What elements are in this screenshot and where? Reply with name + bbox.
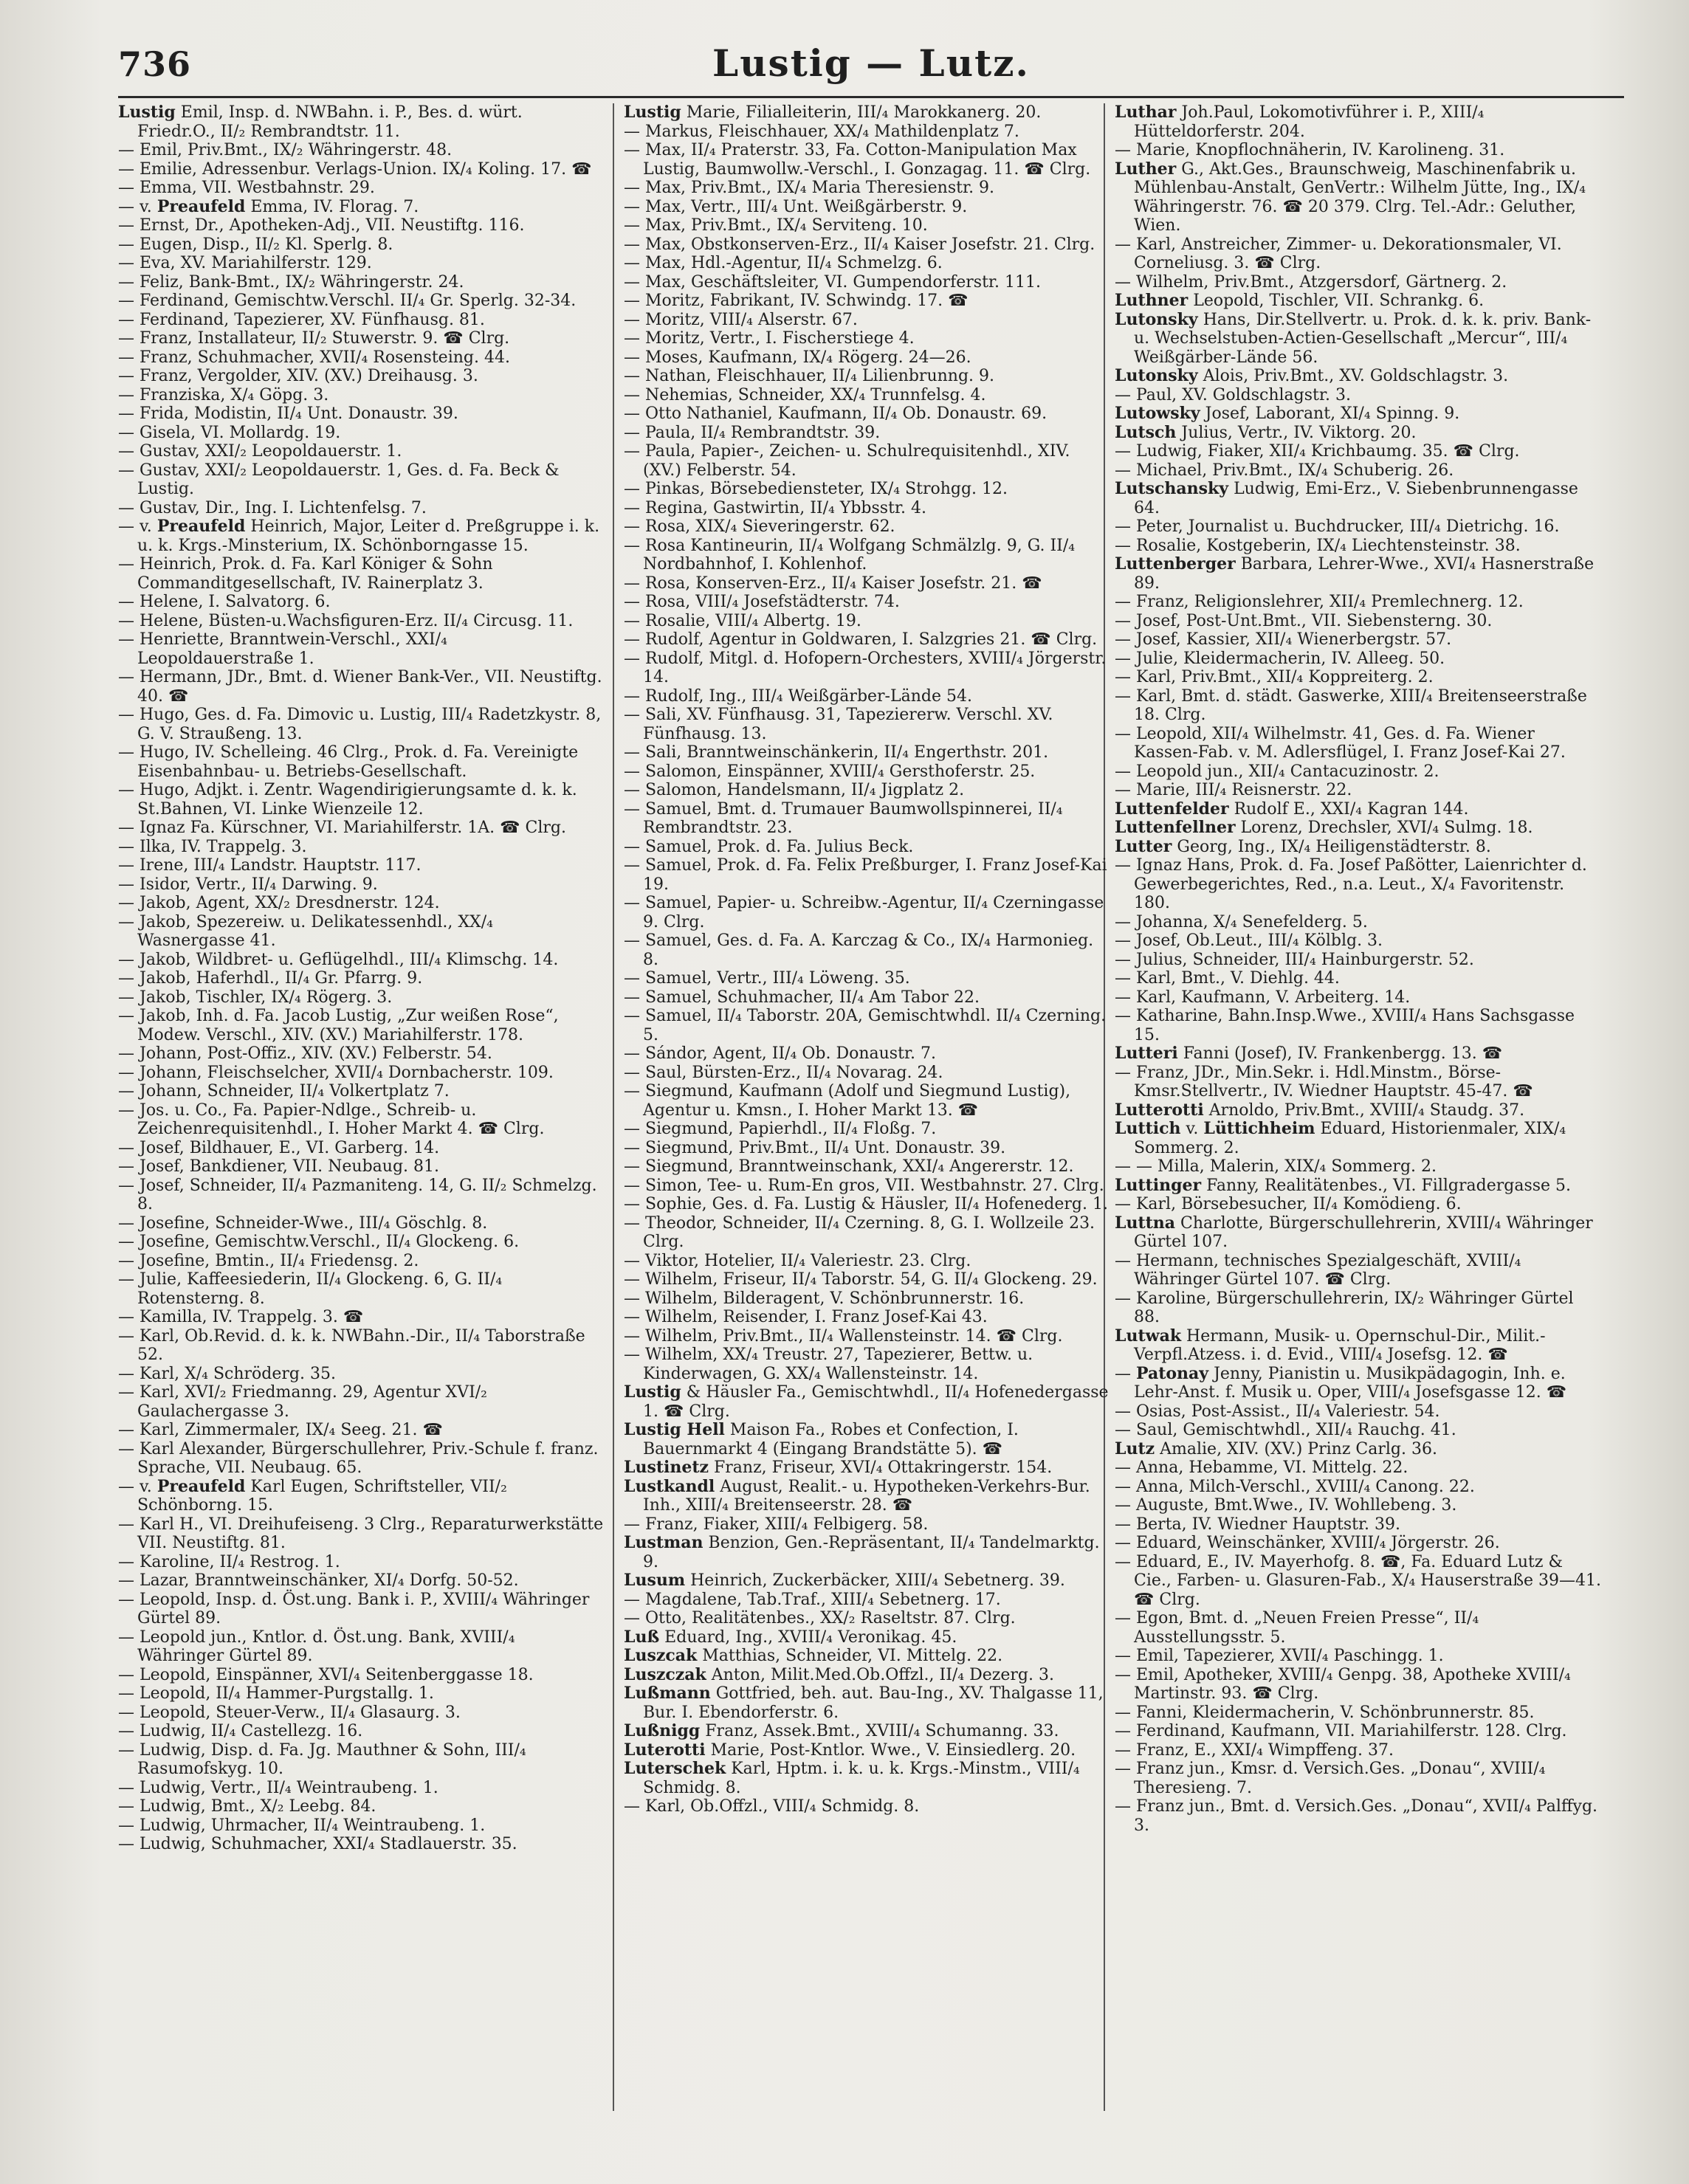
directory-entry: — Feliz, Bank-Bmt., IX/₂ Währingerstr. 24. bbox=[118, 272, 464, 292]
directory-entry: — Emilie, Adressenbur. Verlags-Union. IX/₄ Koling. 17. ☎ bbox=[118, 159, 592, 179]
directory-entry: — Helene, I. Salvatorg. 6. bbox=[118, 593, 331, 611]
directory-entry: Lutwak Hermann, Musik- u. Opernschul-Dir., Milit.-Verpfl.Atzess. i. d. Evid., VIII/₄ Josefsg. 12. ☎ bbox=[1115, 1326, 1546, 1364]
directory-entry: — Wilhelm, Priv.Bmt., Atzgersdorf, Gärtnerg. 2. bbox=[1115, 272, 1507, 292]
directory-entry: Lutonsky Alois, Priv.Bmt., XV. Goldschlagstr. 3. bbox=[1115, 366, 1509, 385]
directory-entry: — Wilhelm, XX/₄ Treustr. 27, Tapezierer, Bettw. u. Kinderwagen, G. XX/₄ Wallensteinstr. 14. bbox=[624, 1346, 1033, 1383]
directory-entry: — Siegmund, Branntweinschank, XXI/₄ Angererstr. 12. bbox=[624, 1157, 1074, 1176]
directory-entry: — Simon, Tee- u. Rum-En gros, VII. Westbahnstr. 27. Clrg. bbox=[624, 1176, 1104, 1195]
directory-entry: — Ludwig, Vertr., II/₄ Weintraubeng. 1. bbox=[118, 1778, 438, 1797]
directory-entry: — Magdalene, Tab.Traf., XIII/₄ Sebetnerg. 17. bbox=[624, 1590, 1001, 1609]
directory-entry: — Emma, VII. Westbahnstr. 29. bbox=[118, 179, 375, 197]
directory-entry: — Josefine, Gemischtw.Verschl., II/₄ Glockeng. 6. bbox=[118, 1233, 520, 1251]
directory-entry: Lutowsky Josef, Laborant, XI/₄ Spinng. 9. bbox=[1115, 404, 1460, 423]
directory-entry: — Josef, Ob.Leut., III/₄ Kölblg. 3. bbox=[1115, 931, 1383, 950]
directory-entry: Luterschek Karl, Hptm. i. k. u. k. Krgs.-Minstm., VIII/₄ Schmidg. 8. bbox=[624, 1759, 1080, 1797]
directory-entry: — Gustav, XXI/₂ Leopoldauerstr. 1, Ges. d. Fa. Beck & Lustig. bbox=[118, 461, 560, 498]
directory-column-2 bbox=[624, 103, 1111, 1816]
directory-entry: — Wilhelm, Friseur, II/₄ Taborstr. 54, G. II/₄ Glockeng. 29. bbox=[624, 1270, 1098, 1289]
directory-entry: Luttenfellner Lorenz, Drechsler, XVI/₄ Sulmg. 18. bbox=[1115, 818, 1533, 837]
directory-entry: — Helene, Büsten-u.Wachsfiguren-Erz. II/₄ Circusg. 11. bbox=[118, 611, 574, 630]
directory-entry: — Katharine, Bahn.Insp.Wwe., XVIII/₄ Hans Sachsgasse 15. bbox=[1115, 1007, 1575, 1044]
directory-entry: — Karoline, Bürgerschullehrerin, IX/₂ Währinger Gürtel 88. bbox=[1115, 1289, 1574, 1326]
directory-entry: — Karl, Zimmermaler, IX/₄ Seeg. 21. ☎ bbox=[118, 1421, 443, 1439]
directory-entry: — Jos. u. Co., Fa. Papier-Ndlge., Schreib- u. Zeichenrequisitenhdl., I. Hoher Markt 4. ☎ Clrg. bbox=[118, 1100, 545, 1138]
directory-entry: — Leopold jun., Kntlor. d. Öst.ung. Bank, XVIII/₄ Währinger Gürtel 89. bbox=[118, 1627, 515, 1665]
directory-entry: Luterotti Marie, Post-Kntlor. Wwe., V. Einsiedlerg. 20. bbox=[624, 1740, 1076, 1760]
directory-entry: — v. Preaufeld Karl Eugen, Schriftsteller, VII/₂ Schönborng. 15. bbox=[118, 1476, 507, 1515]
directory-entry: — Nathan, Fleischhauer, II/₄ Lilienbrunng. 9. bbox=[624, 367, 995, 385]
directory-entry: Luthner Leopold, Tischler, VII. Schrankg. 6. bbox=[1115, 291, 1485, 310]
directory-entry: — Samuel, Papier- u. Schreibw.-Agentur, II/₄ Czerningasse 9. Clrg. bbox=[624, 894, 1104, 931]
directory-entry: Luttich v. Lüttichheim Eduard, Historienmaler, XIX/₄ Sommerg. 2. bbox=[1115, 1119, 1566, 1157]
directory-entry: — Ernst, Dr., Apotheken-Adj., VII. Neustiftg. 116. bbox=[118, 216, 525, 235]
directory-entry: Lustig & Häusler Fa., Gemischtwhdl., II/₄ Hofenedergasse 1. ☎ Clrg. bbox=[624, 1382, 1109, 1421]
directory-entry: — Max, Priv.Bmt., IX/₄ Maria Theresienstr. 9. bbox=[624, 179, 995, 197]
directory-entry: — Irene, III/₄ Landstr. Hauptstr. 117. bbox=[118, 856, 422, 875]
directory-entry: — v. Preaufeld Heinrich, Major, Leiter d. Preßgruppe i. k. u. k. Krgs.-Minsterium, IX. Schönborngasse 15. bbox=[118, 517, 600, 555]
directory-entry: — Sali, Branntweinschänkerin, II/₄ Engerthstr. 201. bbox=[624, 743, 1049, 762]
directory-entry: — Ignaz Hans, Prok. d. Fa. Josef Paßötter, Laienrichter d. Gewerbegerichtes, Red., n.a. Leut., X/₄ Favoritenstr. 180. bbox=[1115, 856, 1587, 912]
directory-entry: — Franziska, X/₄ Göpg. 3. bbox=[118, 385, 329, 404]
directory-entry: Lutterotti Arnoldo, Priv.Bmt., XVIII/₄ Staudg. 37. bbox=[1115, 1100, 1525, 1120]
directory-entry: — Regina, Gastwirtin, II/₄ Ybbsstr. 4. bbox=[624, 498, 926, 517]
directory-entry: — Ludwig, Uhrmacher, II/₄ Weintraubeng. 1. bbox=[118, 1816, 486, 1835]
directory-entry: — Jakob, Spezereiw. u. Delikatessenhdl., XX/₄ Wasnergasse 41. bbox=[118, 912, 493, 950]
directory-entry: — Berta, IV. Wiedner Hauptstr. 39. bbox=[1115, 1515, 1401, 1534]
directory-entry: — Franz, Religionslehrer, XII/₄ Premlechnerg. 12. bbox=[1115, 593, 1524, 611]
directory-entry: — Otto, Realitätenbes., XX/₂ Raseltstr. 87. Clrg. bbox=[624, 1609, 1016, 1627]
directory-entry: — Samuel, Schuhmacher, II/₄ Am Tabor 22. bbox=[624, 988, 980, 1007]
directory-entry: — Sophie, Ges. d. Fa. Lustig & Häusler, II/₄ Hofenederg. 1. bbox=[624, 1195, 1108, 1213]
directory-entry: Lutschansky Ludwig, Emi-Erz., V. Siebenbrunnengasse 64. bbox=[1115, 479, 1578, 517]
directory-entry: — Fanni, Kleidermacherin, V. Schönbrunnerstr. 85. bbox=[1115, 1703, 1535, 1722]
directory-entry: Lußmann Gottfried, beh. aut. Bau-Ing., XV. Thalgasse 11, Bur. I. Ebendorferstr. 6. bbox=[624, 1684, 1104, 1722]
directory-entry: — Egon, Bmt. d. „Neuen Freien Presse“, II/₄ Ausstellungsstr. 5. bbox=[1115, 1609, 1479, 1647]
directory-entry: — Paul, XV. Goldschlagstr. 3. bbox=[1115, 385, 1351, 404]
directory-entry: — Marie, III/₄ Reisnerstr. 22. bbox=[1115, 781, 1352, 799]
directory-entry: — Rudolf, Ing., III/₄ Weißgärber-Lände 54. bbox=[624, 686, 972, 706]
directory-entry: — Julie, Kleidermacherin, IV. Alleeg. 50. bbox=[1115, 649, 1445, 668]
directory-entry: — Peter, Journalist u. Buchdrucker, III/₄ Dietrichg. 16. bbox=[1115, 517, 1560, 536]
header-rule bbox=[118, 96, 1624, 98]
directory-entry: — Karoline, II/₄ Restrog. 1. bbox=[118, 1552, 340, 1571]
directory-entry: — Jakob, Tischler, IX/₄ Rögerg. 3. bbox=[118, 988, 393, 1007]
directory-entry: — Leopold, Insp. d. Öst.ung. Bank i. P., XVIII/₄ Währinger Gürtel 89. bbox=[118, 1590, 590, 1627]
directory-entry: — Paula, II/₄ Rembrandtstr. 39. bbox=[624, 423, 881, 442]
directory-entry: — Ludwig, Bmt., X/₂ Leebg. 84. bbox=[118, 1797, 376, 1816]
directory-entry: — Karl, Ob.Offzl., VIII/₄ Schmidg. 8. bbox=[624, 1797, 920, 1816]
directory-entry: — Leopold jun., XII/₄ Cantacuzinostr. 2. bbox=[1115, 762, 1439, 781]
directory-entry: — Johanna, X/₄ Senefelderg. 5. bbox=[1115, 912, 1368, 931]
directory-entry: Lußnigg Franz, Assek.Bmt., XVIII/₄ Schumanng. 33. bbox=[624, 1721, 1059, 1740]
directory-entry: Lutsch Julius, Vertr., IV. Viktorg. 20. bbox=[1115, 422, 1417, 442]
directory-entry: — Moritz, Fabrikant, IV. Schwindg. 17. ☎ bbox=[624, 292, 969, 310]
directory-entry: Luttenfelder Rudolf E., XXI/₄ Kagran 144. bbox=[1115, 799, 1469, 819]
directory-entry: — Frida, Modistin, II/₄ Unt. Donaustr. 39. bbox=[118, 404, 458, 423]
directory-entry: — Rudolf, Mitgl. d. Hofopern-Orchesters, XVIII/₄ Jörgerstr. 14. bbox=[624, 649, 1107, 686]
directory-entry: — Eduard, E., IV. Mayerhofg. 8. ☎, Fa. Eduard Lutz & Cie., Farben- u. Glasuren-Fab., X/₄ Hauserstraße 39—41. ☎ Clrg. bbox=[1115, 1552, 1602, 1609]
directory-entry: — Eva, XV. Mariahilferstr. 129. bbox=[118, 254, 372, 272]
directory-entry: — Ferdinand, Gemischtw.Verschl. II/₄ Gr. Sperlg. 32-34. bbox=[118, 292, 577, 310]
directory-entry: Lustig Marie, Filialleiterin, III/₄ Marokkanerg. 20. bbox=[624, 103, 1042, 122]
directory-entry: — Rosa, Konserven-Erz., II/₄ Kaiser Josefstr. 21. ☎ bbox=[624, 573, 1042, 593]
directory-entry: — Emil, Tapezierer, XVII/₄ Paschingg. 1. bbox=[1115, 1647, 1444, 1665]
directory-entry: — Patonay Jenny, Pianistin u. Musikpädagogin, Inh. e. Lehr-Anst. f. Musik u. Oper, VIII/₄ Josefsgasse 12. ☎ bbox=[1115, 1363, 1567, 1402]
directory-entry: — Siegmund, Papierhdl., II/₄ Floßg. 7. bbox=[624, 1120, 937, 1138]
directory-entry: — Kamilla, IV. Trappelg. 3. ☎ bbox=[118, 1308, 364, 1326]
directory-entry: — Jakob, Agent, XX/₂ Dresdnerstr. 124. bbox=[118, 894, 440, 912]
directory-entry: Lutonsky Hans, Dir.Stellvertr. u. Prok. d. k. k. priv. Bank- u. Wechselstuben-Actien-Gesellschaft „Mercur“, III/₄ Weißgärber-Lände 56. bbox=[1115, 309, 1592, 367]
directory-entry: — Gustav, XXI/₂ Leopoldauerstr. 1. bbox=[118, 442, 402, 461]
directory-entry: — Auguste, Bmt.Wwe., IV. Wohllebeng. 3. bbox=[1115, 1496, 1457, 1515]
directory-entry: — Gisela, VI. Mollardg. 19. bbox=[118, 423, 341, 442]
directory-entry: — Ludwig, II/₄ Castellezg. 16. bbox=[118, 1722, 363, 1740]
directory-entry: — Rosalie, VIII/₄ Albertg. 19. bbox=[624, 611, 861, 630]
directory-entry: — Karl, Börsebesucher, II/₄ Komödieng. 6. bbox=[1115, 1195, 1462, 1213]
directory-entry: — Wilhelm, Priv.Bmt., II/₄ Wallensteinstr. 14. ☎ Clrg. bbox=[624, 1326, 1063, 1346]
directory-entry: Luttenberger Barbara, Lehrer-Wwe., XVI/₄ Hasnerstraße 89. bbox=[1115, 554, 1595, 593]
directory-entry: — Gustav, Dir., Ing. I. Lichtenfelsg. 7. bbox=[118, 498, 427, 517]
directory-entry: — Julius, Schneider, III/₄ Hainburgerstr. 52. bbox=[1115, 950, 1474, 969]
directory-entry: — Karl, Bmt., V. Diehlg. 44. bbox=[1115, 969, 1340, 988]
directory-entry: — Rosa Kantineurin, II/₄ Wolfgang Schmälzlg. 9, G. II/₄ Nordbahnhof, I. Kohlenhof. bbox=[624, 536, 1076, 573]
directory-entry: — Saul, Gemischtwhdl., XII/₄ Rauchg. 41. bbox=[1115, 1421, 1456, 1439]
directory-column-3 bbox=[1115, 103, 1602, 1835]
directory-entry: — Franz, Vergolder, XIV. (XV.) Dreihausg. 3. bbox=[118, 367, 478, 385]
directory-entry: — Ludwig, Disp. d. Fa. Jg. Mauthner & Sohn, III/₄ Rasumofskyg. 10. bbox=[118, 1740, 526, 1778]
directory-entry: — Nehemias, Schneider, XX/₄ Trunnfelsg. 4. bbox=[624, 385, 986, 404]
directory-entry: Lusum Heinrich, Zuckerbäcker, XIII/₄ Sebetnerg. 39. bbox=[624, 1571, 1065, 1590]
directory-entry: — Marie, Knopflochnäherin, IV. Karolineng. 31. bbox=[1115, 141, 1505, 159]
directory-column-1 bbox=[118, 103, 605, 1854]
directory-entry: — Moritz, VIII/₄ Alserstr. 67. bbox=[624, 310, 858, 329]
directory-entry: — Sali, XV. Fünfhausg. 31, Tapeziererw. Verschl. XV. Fünfhausg. 13. bbox=[624, 706, 1053, 743]
directory-entry: — Karl, Bmt. d. städt. Gaswerke, XIII/₄ Breitenseerstraße 18. Clrg. bbox=[1115, 686, 1587, 724]
directory-entry: — Ferdinand, Tapezierer, XV. Fünfhausg. 81. bbox=[118, 310, 485, 329]
directory-entry: — Josefine, Schneider-Wwe., III/₄ Göschlg. 8. bbox=[118, 1213, 488, 1233]
directory-entry: — Karl, Ob.Revid. d. k. k. NWBahn.-Dir., II/₄ Taborstraße 52. bbox=[118, 1326, 585, 1364]
page-number: 736 bbox=[118, 44, 192, 84]
directory-entry: — Emil, Apotheker, XVIII/₄ Genpg. 38, Apotheke XVIII/₄ Martinstr. 93. ☎ Clrg. bbox=[1115, 1665, 1571, 1703]
directory-entry: — Rosalie, Kostgeberin, IX/₄ Liechtensteinstr. 38. bbox=[1115, 536, 1521, 555]
directory-entry: — Karl H., VI. Dreihufeiseng. 3 Clrg., Reparaturwerkstätte VII. Neustiftg. 81. bbox=[118, 1515, 604, 1552]
directory-entry: — Viktor, Hotelier, II/₄ Valeriestr. 23. Clrg. bbox=[624, 1251, 971, 1270]
directory-entry: — Josef, Bildhauer, E., VI. Garberg. 14. bbox=[118, 1138, 440, 1157]
directory-entry: — Ignaz Fa. Kürschner, VI. Mariahilferstr. 1A. ☎ Clrg. bbox=[118, 819, 566, 837]
directory-entry: — Ferdinand, Kaufmann, VII. Mariahilferstr. 128. Clrg. bbox=[1115, 1722, 1567, 1740]
directory-entry: — Josef, Bankdiener, VII. Neubaug. 81. bbox=[118, 1157, 440, 1176]
directory-entry: — Jakob, Wildbret- u. Geflügelhdl., III/₄ Klimschg. 14. bbox=[118, 950, 559, 969]
directory-entry: Luß Eduard, Ing., XVIII/₄ Veronikag. 45. bbox=[624, 1627, 957, 1647]
directory-entry: — Sándor, Agent, II/₄ Ob. Donaustr. 7. bbox=[624, 1044, 937, 1063]
directory-entry: — Franz jun., Kmsr. d. Versich.Ges. „Donau“, XVIII/₄ Theresieng. 7. bbox=[1115, 1760, 1546, 1797]
directory-entry: — Rudolf, Agentur in Goldwaren, I. Salzgries 21. ☎ Clrg. bbox=[624, 630, 1098, 649]
directory-entry: — Samuel, Vertr., III/₄ Löweng. 35. bbox=[624, 969, 910, 988]
directory-entry: Lustinetz Franz, Friseur, XVI/₄ Ottakringerstr. 154. bbox=[624, 1458, 1053, 1477]
directory-entry: — Siegmund, Priv.Bmt., II/₄ Unt. Donaustr. 39. bbox=[624, 1138, 1006, 1157]
directory-entry: — Karl, Anstreicher, Zimmer- u. Dekorationsmaler, VI. Corneliusg. 3. ☎ Clrg. bbox=[1115, 235, 1562, 272]
directory-entry: — Karl Alexander, Bürgerschullehrer, Priv.-Schule f. franz. Sprache, VII. Neubaug. 65. bbox=[118, 1439, 599, 1477]
directory-entry: — Johann, Fleischselcher, XVII/₄ Dornbacherstr. 109. bbox=[118, 1063, 554, 1082]
directory-entry: — Max, Vertr., III/₄ Unt. Weißgärberstr. 9. bbox=[624, 197, 968, 216]
directory-entry: Luszcak Matthias, Schneider, VI. Mittelg. 22. bbox=[624, 1646, 1003, 1665]
directory-entry: — Anna, Milch-Verschl., XVIII/₄ Canong. 22. bbox=[1115, 1477, 1475, 1496]
directory-entry: — Michael, Priv.Bmt., IX/₄ Schuberig. 26. bbox=[1115, 461, 1454, 480]
directory-entry: — Karl, Priv.Bmt., XII/₄ Koppreiterg. 2. bbox=[1115, 668, 1434, 686]
directory-entry: — Wilhelm, Reisender, I. Franz Josef-Kai 43. bbox=[624, 1308, 988, 1326]
directory-entry: — Eduard, Weinschänker, XVIII/₄ Jörgerstr. 26. bbox=[1115, 1534, 1500, 1552]
directory-entry: — Paula, Papier-, Zeichen- u. Schulrequisitenhdl., XIV. (XV.) Felberstr. 54. bbox=[624, 442, 1070, 480]
running-title: Lustig — Lutz. bbox=[712, 41, 1030, 85]
directory-entry: — Franz, Schuhmacher, XVII/₄ Rosensteing. 44. bbox=[118, 348, 510, 367]
directory-entry: — Samuel, Prok. d. Fa. Felix Preßburger, I. Franz Josef-Kai 19. bbox=[624, 856, 1107, 894]
directory-entry: — Moses, Kaufmann, IX/₄ Rögerg. 24—26. bbox=[624, 348, 971, 367]
directory-entry: — Ilka, IV. Trappelg. 3. bbox=[118, 837, 307, 856]
directory-entry: — Hermann, JDr., Bmt. d. Wiener Bank-Ver., VII. Neustiftg. 40. ☎ bbox=[118, 668, 602, 706]
directory-entry: Lutter Georg, Ing., IX/₄ Heiligenstädterstr. 8. bbox=[1115, 836, 1491, 856]
directory-entry: — Leopold, Steuer-Verw., II/₄ Glasaurg. 3. bbox=[118, 1703, 461, 1722]
directory-entry: — Henriette, Branntwein-Verschl., XXI/₄ Leopoldauerstraße 1. bbox=[118, 630, 447, 668]
directory-entry: — Johann, Schneider, II/₄ Volkertplatz 7. bbox=[118, 1082, 450, 1100]
directory-entry: — Max, Priv.Bmt., IX/₄ Serviteng. 10. bbox=[624, 216, 928, 235]
directory-entry: — Lazar, Branntweinschänker, XI/₄ Dorfg. 50-52. bbox=[118, 1571, 519, 1590]
directory-entry: — Hermann, technisches Spezialgeschäft, XVIII/₄ Währinger Gürtel 107. ☎ Clrg. bbox=[1115, 1251, 1521, 1289]
directory-entry: Lustig Hell Maison Fa., Robes et Confection, I. Bauernmarkt 4 (Eingang Brandstätte 5). ☎ bbox=[624, 1420, 1019, 1458]
directory-entry: — Hugo, Ges. d. Fa. Dimovic u. Lustig, III/₄ Radetzkystr. 8, G. V. Straußeng. 13. bbox=[118, 706, 602, 743]
directory-entry: — Otto Nathaniel, Kaufmann, II/₄ Ob. Donaustr. 69. bbox=[624, 404, 1048, 423]
directory-entry: — Isidor, Vertr., II/₄ Darwing. 9. bbox=[118, 875, 378, 894]
directory-entry: — Josef, Post-Unt.Bmt., VII. Siebensterng. 30. bbox=[1115, 611, 1493, 630]
directory-entry: — Anna, Hebamme, VI. Mittelg. 22. bbox=[1115, 1458, 1408, 1477]
directory-entry: — Eugen, Disp., II/₂ Kl. Sperlg. 8. bbox=[118, 235, 393, 254]
directory-entry: — Samuel, Bmt. d. Trumauer Baumwollspinnerei, II/₄ Rembrandtstr. 23. bbox=[624, 799, 1063, 837]
directory-entry: — Franz, JDr., Min.Sekr. i. Hdl.Minstm., Börse-Kmsr.Stellvertr., IV. Wiedner Hauptstr. 45-47. ☎ bbox=[1115, 1063, 1533, 1100]
directory-entry: — Josef, Schneider, II/₄ Pazmaniteng. 14, G. II/₂ Schmelzg. 8. bbox=[118, 1176, 597, 1213]
directory-entry: — Moritz, Vertr., I. Fischerstiege 4. bbox=[624, 329, 915, 348]
directory-entry: — Heinrich, Prok. d. Fa. Karl Königer & Sohn Commanditgesellschaft, IV. Rainerplatz 3. bbox=[118, 555, 493, 593]
directory-entry: — Markus, Fleischhauer, XX/₄ Mathildenplatz 7. bbox=[624, 122, 1019, 141]
directory-entry: — Theodor, Schneider, II/₄ Czerning. 8, G. I. Wollzeile 23. Clrg. bbox=[624, 1213, 1095, 1251]
directory-entry: — Franz, Installateur, II/₂ Stuwerstr. 9. ☎ Clrg. bbox=[118, 329, 510, 348]
directory-entry: — Jakob, Inh. d. Fa. Jacob Lustig, „Zur weißen Rose“, Modew. Verschl., XIV. (XV.) Mariahilferstr. 178. bbox=[118, 1007, 559, 1044]
directory-entry: Luttna Charlotte, Bürgerschullehrerin, XVIII/₄ Währinger Gürtel 107. bbox=[1115, 1213, 1593, 1251]
directory-entry: — Max, Hdl.-Agentur, II/₄ Schmelzg. 6. bbox=[624, 254, 943, 272]
directory-entry: — Ludwig, Schuhmacher, XXI/₄ Stadlauerstr. 35. bbox=[118, 1835, 517, 1853]
directory-entry: — v. Preaufeld Emma, IV. Florag. 7. bbox=[118, 196, 419, 216]
directory-entry: — Josefine, Bmtin., II/₄ Friedensg. 2. bbox=[118, 1251, 419, 1270]
directory-entry: — Emil, Priv.Bmt., IX/₂ Währingerstr. 48. bbox=[118, 141, 453, 159]
directory-entry: — Leopold, II/₄ Hammer-Purgstallg. 1. bbox=[118, 1684, 434, 1703]
directory-entry: — Hugo, IV. Schelleing. 46 Clrg., Prok. d. Fa. Vereinigte Eisenbahnbau- u. Betriebs-Gesellschaft. bbox=[118, 743, 579, 781]
directory-entry: — Hugo, Adjkt. i. Zentr. Wagendirigierungsamte d. k. k. St.Bahnen, VI. Linke Wienzeile 12. bbox=[118, 781, 577, 819]
directory-entry: — Pinkas, Börsebediensteter, IX/₄ Strohgg. 12. bbox=[624, 480, 1008, 498]
directory-entry: — Ludwig, Fiaker, XII/₄ Krichbaumg. 35. ☎ Clrg. bbox=[1115, 442, 1520, 461]
directory-entry: — Julie, Kaffeesiederin, II/₄ Glockeng. 6, G. II/₄ Rotensterng. 8. bbox=[118, 1270, 503, 1308]
directory-entry: Lutz Amalie, XIV. (XV.) Prinz Carlg. 36. bbox=[1115, 1439, 1437, 1458]
directory-entry: — Franz jun., Bmt. d. Versich.Ges. „Donau“, XVII/₄ Palffyg. 3. bbox=[1115, 1797, 1598, 1835]
directory-entry: Luttinger Fanny, Realitätenbes., VI. Fillgradergasse 5. bbox=[1115, 1175, 1572, 1195]
directory-entry: — Max, Geschäftsleiter, VI. Gumpendorferstr. 111. bbox=[624, 272, 1041, 292]
directory-entry: — Max, II/₄ Praterstr. 33, Fa. Cotton-Manipulation Max Lustig, Baumwollw.-Verschl., I. Gonzagag. 11. ☎ Clrg. bbox=[624, 141, 1091, 179]
directory-entry: — Johann, Post-Offiz., XIV. (XV.) Felberstr. 54. bbox=[118, 1044, 492, 1063]
directory-entry: — Saul, Bürsten-Erz., II/₄ Novarag. 24. bbox=[624, 1063, 943, 1082]
directory-entry: — Leopold, XII/₄ Wilhelmstr. 41, Ges. d. Fa. Wiener Kassen-Fab. v. M. Adlersflügel, I. Franz Josef-Kai 27. bbox=[1115, 724, 1566, 762]
directory-entry: — Osias, Post-Assist., II/₄ Valeriestr. 54. bbox=[1115, 1402, 1440, 1421]
directory-entry: — Karl, XVI/₂ Friedmanng. 29, Agentur XVI/₂ Gaulachergasse 3. bbox=[118, 1383, 487, 1421]
directory-entry: — Wilhelm, Bilderagent, V. Schönbrunnerstr. 16. bbox=[624, 1289, 1025, 1308]
directory-entry: — Karl, Kaufmann, V. Arbeiterg. 14. bbox=[1115, 988, 1411, 1007]
directory-entry: Luthar Joh.Paul, Lokomotivführer i. P., XIII/₄ Hütteldorferstr. 204. bbox=[1115, 103, 1485, 141]
directory-entry: — Karl, X/₄ Schröderg. 35. bbox=[118, 1364, 336, 1383]
directory-entry: — Samuel, Ges. d. Fa. A. Karczag & Co., IX/₄ Harmonieg. 8. bbox=[624, 931, 1094, 969]
directory-entry: — — Milla, Malerin, XIX/₄ Sommerg. 2. bbox=[1115, 1157, 1437, 1176]
directory-entry: — Samuel, Prok. d. Fa. Julius Beck. bbox=[624, 837, 914, 856]
directory-entry: — Franz, Fiaker, XIII/₄ Felbigerg. 58. bbox=[624, 1515, 929, 1534]
page-header bbox=[118, 41, 1624, 93]
directory-entry: Luther G., Akt.Ges., Braunschweig, Maschinenfabrik u. Mühlenbau-Anstalt, GenVertr.: Wilhelm Jütte, Ing., IX/₄ Währingerstr. 76. ☎ 20 379. Clrg. Tel.-Adr.: Geluther, Wien. bbox=[1115, 159, 1586, 235]
directory-entry: Luszczak Anton, Milit.Med.Ob.Offzl., II/₄ Dezerg. 3. bbox=[624, 1664, 1054, 1684]
directory-entry: — Rosa, VIII/₄ Josefstädterstr. 74. bbox=[624, 593, 900, 611]
directory-entry: — Jakob, Haferhdl., II/₄ Gr. Pfarrg. 9. bbox=[118, 969, 423, 988]
directory-entry: Lustig Emil, Insp. d. NWBahn. i. P., Bes. d. würt. Friedr.O., II/₂ Rembrandtstr. 11. bbox=[118, 103, 523, 141]
directory-entry: — Salomon, Handelsmann, II/₄ Jigplatz 2. bbox=[624, 781, 965, 799]
directory-entry: — Leopold, Einspänner, XVI/₄ Seitenberggasse 18. bbox=[118, 1665, 534, 1684]
directory-entry: — Max, Obstkonserven-Erz., II/₄ Kaiser Josefstr. 21. Clrg. bbox=[624, 235, 1095, 254]
directory-entry: — Salomon, Einspänner, XVIII/₄ Gersthoferstr. 25. bbox=[624, 762, 1036, 781]
directory-entry: Lustkandl August, Realit.- u. Hypotheken-Verkehrs-Bur. Inh., XIII/₄ Breitenseerstr. 28. ☎ bbox=[624, 1476, 1090, 1515]
directory-entry: Lustman Benzion, Gen.-Repräsentant, II/₄ Tandelmarktg. 9. bbox=[624, 1533, 1100, 1571]
directory-entry: — Josef, Kassier, XII/₄ Wienerbergstr. 57. bbox=[1115, 630, 1452, 649]
directory-entry: Lutteri Fanni (Josef), IV. Frankenbergg. 13. ☎ bbox=[1115, 1044, 1503, 1063]
directory-entry: — Rosa, XIX/₄ Sieveringerstr. 62. bbox=[624, 517, 895, 536]
directory-entry: — Samuel, II/₄ Taborstr. 20A, Gemischtwhdl. II/₄ Czerning. 5. bbox=[624, 1007, 1107, 1044]
column-divider bbox=[613, 103, 614, 2111]
directory-entry: — Siegmund, Kaufmann (Adolf und Siegmund Lustig), Agentur u. Kmsn., I. Hoher Markt 13. ☎ bbox=[624, 1082, 1071, 1120]
directory-entry: — Franz, E., XXI/₄ Wimpffeng. 37. bbox=[1115, 1740, 1394, 1760]
